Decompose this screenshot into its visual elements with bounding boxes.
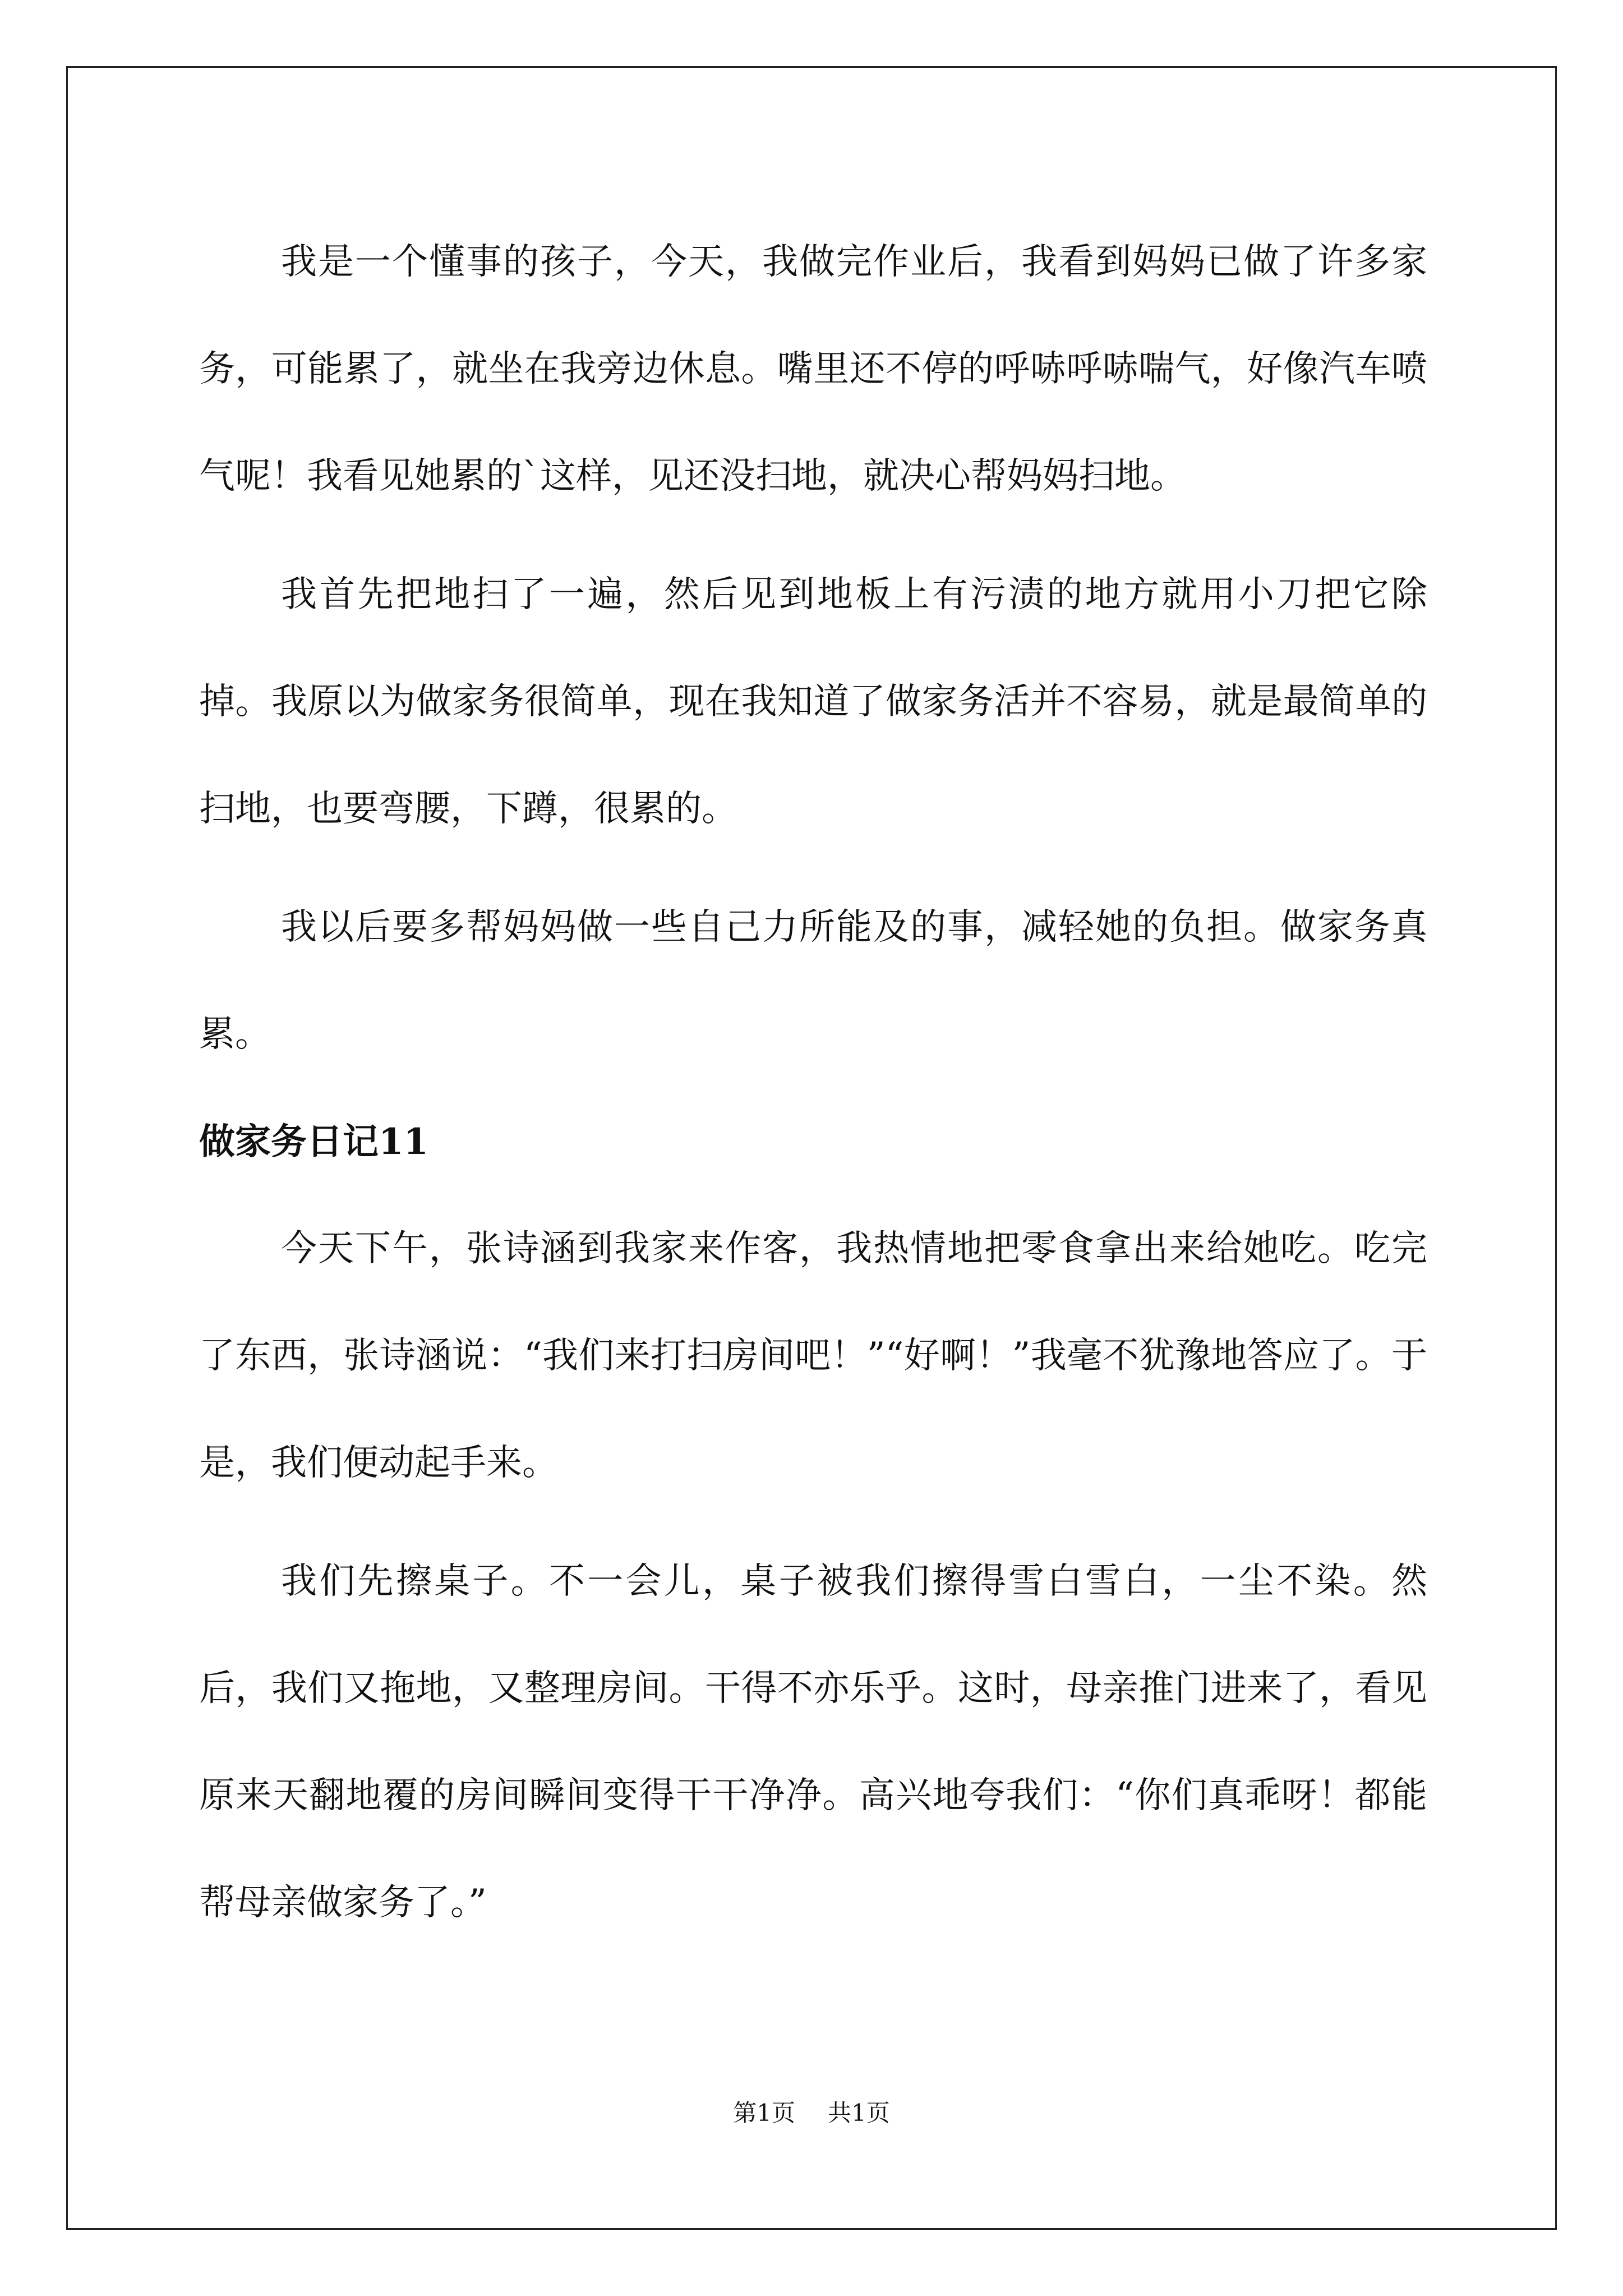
page-total: 共1页	[828, 2099, 890, 2127]
document-body	[199, 209, 1427, 1957]
paragraph-5: 我们先擦桌子。不一会儿，桌子被我们擦得雪白雪白，一尘不染。然后，我们又拖地，又整理房间。干得不亦乐乎。这时，母亲推门进来了，看见原来天翻地覆的房间瞬间变得干干净净。高兴地夸我们：“你们真乖呀！都能帮母亲做家务了。”	[199, 1561, 1427, 1924]
paragraph-4: 今天下午，张诗涵到我家来作客，我热情地把零食拿出来给她吃。吃完了东西，张诗涵说：“我们来打扫房间吧！”“好啊！”我毫不犹豫地答应了。于是，我们便动起手来。	[199, 1228, 1427, 1484]
paragraph-2: 我首先把地扫了一遍，然后见到地板上有污渍的地方就用小刀把它除掉。我原以为做家务很简单，现在我知道了做家务活并不容易，就是最简单的扫地，也要弯腰，下蹲，很累的。	[199, 574, 1427, 830]
page-number: 第1页	[733, 2099, 795, 2127]
section-heading: 做家务日记11	[199, 1121, 429, 1163]
page-footer	[0, 2099, 1623, 2127]
paragraph-3: 我以后要多帮妈妈做一些自己力所能及的事，减轻她的负担。做家务真累。	[199, 907, 1427, 1055]
paragraph-1: 我是一个懂事的孩子，今天，我做完作业后，我看到妈妈已做了许多家务，可能累了，就坐在我旁边休息。嘴里还不停的呼哧呼哧喘气，好像汽车喷气呢！我看见她累的`这样，见还没扫地，就决心帮妈妈扫地。	[199, 241, 1427, 497]
